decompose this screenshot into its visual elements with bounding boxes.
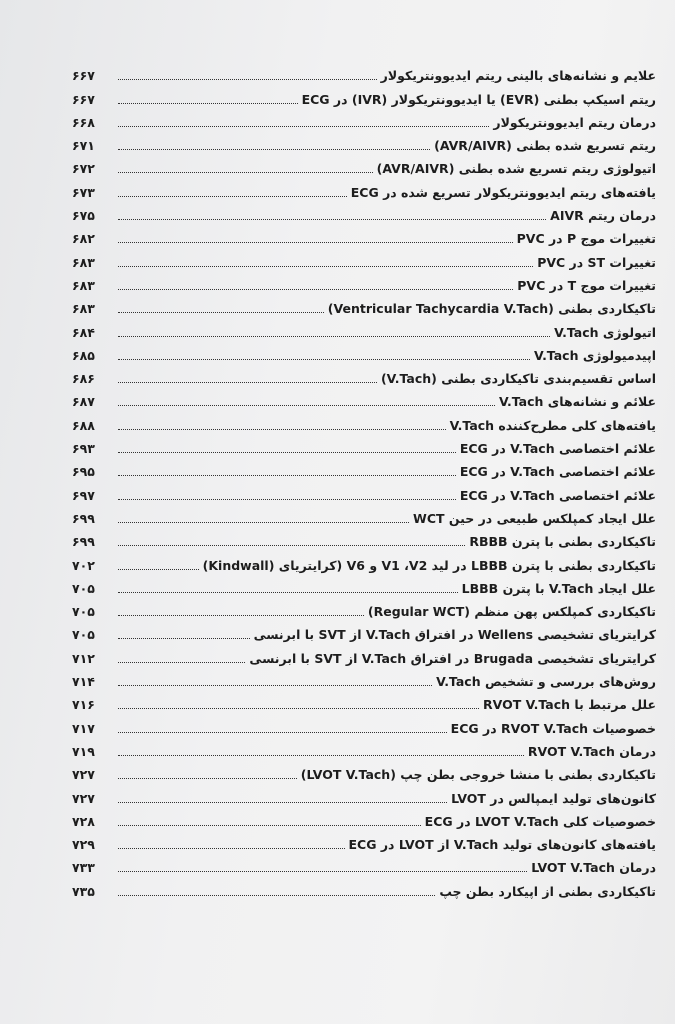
dot-leader bbox=[118, 848, 345, 849]
toc-entry-title: یافته‌های ریتم ایدیوونتریکولار تسریع شده در ECG bbox=[350, 184, 656, 200]
toc-entry-title: یافته‌های کانون‌های تولید V.Tach از LVOT در ECG bbox=[348, 837, 656, 853]
toc-entry-page-number: ۶۹۹ bbox=[72, 534, 95, 550]
dot-leader bbox=[118, 219, 546, 220]
toc-entry-page-number: ۶۹۹ bbox=[72, 510, 95, 526]
toc-entry bbox=[72, 84, 656, 107]
dot-leader bbox=[118, 79, 377, 80]
toc-entry bbox=[72, 667, 656, 690]
toc-entry-title: تاکیکاردی بطنی (Ventricular Tachycardia V.Tach) bbox=[327, 301, 656, 317]
toc-entry bbox=[72, 154, 656, 177]
dot-leader bbox=[118, 685, 432, 686]
toc-entry-page-number: ۷۱۹ bbox=[72, 743, 95, 759]
toc-entry-page-number: ۷۱۶ bbox=[72, 697, 95, 713]
dot-leader bbox=[118, 172, 373, 173]
toc-entry bbox=[72, 410, 656, 433]
toc-entry-title: علائم اختصاصی V.Tach در ECG bbox=[459, 441, 656, 457]
toc-entry-title: یافته‌های کلی مطرح‌کننده V.Tach bbox=[449, 417, 656, 433]
dot-leader bbox=[118, 825, 421, 826]
toc-entry-title: علائم اختصاصی V.Tach در ECG bbox=[459, 487, 656, 503]
toc-entry-page-number: ۶۸۶ bbox=[72, 371, 95, 387]
dot-leader bbox=[118, 755, 524, 756]
toc-entry-page-number: ۷۱۲ bbox=[72, 650, 95, 666]
toc-entry-title: علایم و نشانه‌های بالینی ریتم ایدیوونتریکولار bbox=[380, 68, 656, 84]
dot-leader bbox=[118, 196, 347, 197]
toc-entry-title: علائم اختصاصی V.Tach در ECG bbox=[459, 464, 656, 480]
toc-entry bbox=[72, 294, 656, 317]
toc-entry-page-number: ۶۸۸ bbox=[72, 417, 95, 433]
toc-entry bbox=[72, 713, 656, 736]
toc-entry-title: علل ایجاد V.Tach با پترن LBBB bbox=[461, 580, 656, 596]
dot-leader bbox=[118, 312, 324, 313]
dot-leader bbox=[118, 638, 250, 639]
toc-entry bbox=[72, 830, 656, 853]
dot-leader bbox=[118, 242, 513, 243]
toc-entry bbox=[72, 480, 656, 503]
toc-entry-title: ریتم اسیکپ بطنی (EVR) یا ایدیوونتریکولار (IVR) در ECG bbox=[301, 91, 656, 107]
toc-entry-page-number: ۶۷۳ bbox=[72, 184, 95, 200]
dot-leader bbox=[118, 126, 489, 127]
toc-entry-title: تاکیکاردی بطنی با پترن RBBB bbox=[469, 534, 656, 550]
toc-entry bbox=[72, 574, 656, 597]
toc-entry bbox=[72, 131, 656, 154]
toc-entry-page-number: ۷۳۵ bbox=[72, 883, 95, 899]
toc-entry bbox=[72, 760, 656, 783]
toc-entry-page-number: ۷۰۲ bbox=[72, 557, 95, 573]
dot-leader bbox=[118, 149, 430, 150]
toc-entry-title: خصوصیات RVOT V.Tach در ECG bbox=[450, 720, 656, 736]
toc-entry-page-number: ۶۸۳ bbox=[72, 277, 95, 293]
dot-leader bbox=[118, 778, 297, 779]
dot-leader bbox=[118, 452, 456, 453]
toc-entry-title: درمان RVOT V.Tach bbox=[527, 743, 656, 759]
toc-entry bbox=[72, 620, 656, 643]
toc-entry-page-number: ۶۸۳ bbox=[72, 301, 95, 317]
toc-entry-title: اتیولوژی ریتم تسریع شده بطنی (AVR/AIVR) bbox=[376, 161, 656, 177]
toc-entry-title: ریتم تسریع شده بطنی (AVR/AIVR) bbox=[434, 138, 656, 154]
toc-entry-page-number: ۷۰۵ bbox=[72, 604, 95, 620]
toc-entry-page-number: ۶۹۵ bbox=[72, 464, 95, 480]
toc-entry-page-number: ۶۶۷ bbox=[72, 91, 95, 107]
toc-entry-page-number: ۷۲۹ bbox=[72, 837, 95, 853]
toc-entry bbox=[72, 643, 656, 666]
toc-entry bbox=[72, 504, 656, 527]
toc-entry-page-number: ۶۸۳ bbox=[72, 254, 95, 270]
dot-leader bbox=[118, 475, 456, 476]
dot-leader bbox=[118, 103, 298, 104]
toc-entry-title: درمان LVOT V.Tach bbox=[531, 860, 656, 876]
dot-leader bbox=[118, 708, 479, 709]
toc-entry-page-number: ۶۸۲ bbox=[72, 231, 95, 247]
toc-entry bbox=[72, 177, 656, 200]
toc-entry-page-number: ۷۰۵ bbox=[72, 627, 95, 643]
dot-leader bbox=[118, 662, 245, 663]
toc-entry-page-number: ۶۸۵ bbox=[72, 347, 95, 363]
dot-leader bbox=[118, 429, 446, 430]
toc-entry-page-number: ۷۲۷ bbox=[72, 767, 95, 783]
dot-leader bbox=[118, 405, 495, 406]
dot-leader bbox=[118, 289, 513, 290]
toc-entry bbox=[72, 550, 656, 573]
dot-leader bbox=[118, 545, 465, 546]
toc-entry bbox=[72, 247, 656, 270]
toc-entry-title: تاکیکاردی بطنی با پترن LBBB در لید V1 ،V2 و V6 (کرایتریای (Kindwall) bbox=[202, 557, 656, 573]
toc-entry-title: اساس تقسیم‌بندی تاکیکاردی بطنی (V.Tach) bbox=[380, 371, 656, 387]
toc-entry-title: تاکیکاردی بطنی از اپیکارد بطن چپ bbox=[439, 883, 656, 899]
dot-leader bbox=[118, 266, 533, 267]
toc-entry-title: اتیولوژی V.Tach bbox=[554, 324, 656, 340]
toc-entry-title: علل ایجاد کمپلکس طبیعی در حین WCT bbox=[413, 510, 656, 526]
toc-entry bbox=[72, 876, 656, 899]
dot-leader bbox=[118, 499, 456, 500]
toc-entry-title: علائم و نشانه‌های V.Tach bbox=[498, 394, 656, 410]
toc-entry bbox=[72, 317, 656, 340]
toc-entry bbox=[72, 387, 656, 410]
toc-entry-title: کرایتریای تشخیصی Brugada در افتراق V.Tach از SVT با ابرنسی bbox=[249, 650, 656, 666]
dot-leader bbox=[118, 732, 447, 733]
toc-entry bbox=[72, 224, 656, 247]
toc-entry-page-number: ۷۲۸ bbox=[72, 813, 95, 829]
toc-entry-page-number: ۶۷۵ bbox=[72, 208, 95, 224]
toc-entry-page-number: ۶۸۷ bbox=[72, 394, 95, 410]
toc-entry-page-number: ۶۶۷ bbox=[72, 68, 95, 84]
dot-leader bbox=[118, 871, 527, 872]
toc-entry-title: درمان ریتم AIVR bbox=[550, 208, 656, 224]
toc-entry-title: تغییرات موج T در PVC bbox=[517, 277, 656, 293]
dot-leader bbox=[118, 615, 364, 616]
toc-entry-title: تاکیکاردی بطنی با منشا خروجی بطن چپ (LVOT V.Tach) bbox=[300, 767, 656, 783]
toc-entry bbox=[72, 807, 656, 830]
toc-entry bbox=[72, 853, 656, 876]
toc-entry bbox=[72, 108, 656, 131]
toc-entry-page-number: ۷۲۷ bbox=[72, 790, 95, 806]
toc-entry-page-number: ۶۷۱ bbox=[72, 138, 95, 154]
toc-entry-title: روش‌های بررسی و تشخیص V.Tach bbox=[436, 674, 656, 690]
toc-entry bbox=[72, 201, 656, 224]
dot-leader bbox=[118, 592, 458, 593]
toc-entry bbox=[72, 61, 656, 84]
dot-leader bbox=[118, 569, 199, 570]
toc-entry-page-number: ۶۸۴ bbox=[72, 324, 95, 340]
dot-leader bbox=[118, 336, 550, 337]
toc-entry-page-number: ۶۹۷ bbox=[72, 487, 95, 503]
toc-entry-page-number: ۷۳۳ bbox=[72, 860, 95, 876]
toc-entry bbox=[72, 737, 656, 760]
toc-entry bbox=[72, 457, 656, 480]
toc-entry-title: تغییرات ST در PVC bbox=[537, 254, 656, 270]
toc-entry bbox=[72, 364, 656, 387]
toc-entry-page-number: ۷۱۴ bbox=[72, 674, 95, 690]
toc-entry-title: اپیدمیولوژی V.Tach bbox=[534, 347, 656, 363]
toc-entry bbox=[72, 690, 656, 713]
toc-entry-title: کانون‌های تولید ایمپالس در LVOT bbox=[451, 790, 656, 806]
table-of-contents bbox=[72, 61, 656, 900]
toc-entry-title: خصوصیات کلی LVOT V.Tach در ECG bbox=[424, 813, 656, 829]
toc-entry bbox=[72, 527, 656, 550]
dot-leader bbox=[118, 359, 530, 360]
toc-entry-title: کرایتریای تشخیصی Wellens در افتراق V.Tach از SVT با ابرنسی bbox=[253, 627, 656, 643]
toc-entry-page-number: ۶۷۲ bbox=[72, 161, 95, 177]
dot-leader bbox=[118, 802, 447, 803]
toc-entry bbox=[72, 597, 656, 620]
dot-leader bbox=[118, 522, 409, 523]
toc-entry-title: تاکیکاردی کمپلکس پهن منظم (Regular WCT) bbox=[367, 604, 656, 620]
toc-entry-page-number: ۶۹۳ bbox=[72, 441, 95, 457]
toc-entry bbox=[72, 271, 656, 294]
toc-entry bbox=[72, 341, 656, 364]
toc-entry-title: علل مرتبط با RVOT V.Tach bbox=[483, 697, 656, 713]
toc-entry-title: درمان ریتم ایدیوونتریکولار bbox=[493, 114, 656, 130]
toc-entry bbox=[72, 434, 656, 457]
dot-leader bbox=[118, 895, 435, 896]
toc-entry-title: تغییرات موج P در PVC bbox=[516, 231, 656, 247]
toc-entry-page-number: ۶۶۸ bbox=[72, 114, 95, 130]
toc-entry-page-number: ۷۱۷ bbox=[72, 720, 95, 736]
toc-entry-page-number: ۷۰۵ bbox=[72, 580, 95, 596]
toc-entry bbox=[72, 783, 656, 806]
dot-leader bbox=[118, 382, 377, 383]
